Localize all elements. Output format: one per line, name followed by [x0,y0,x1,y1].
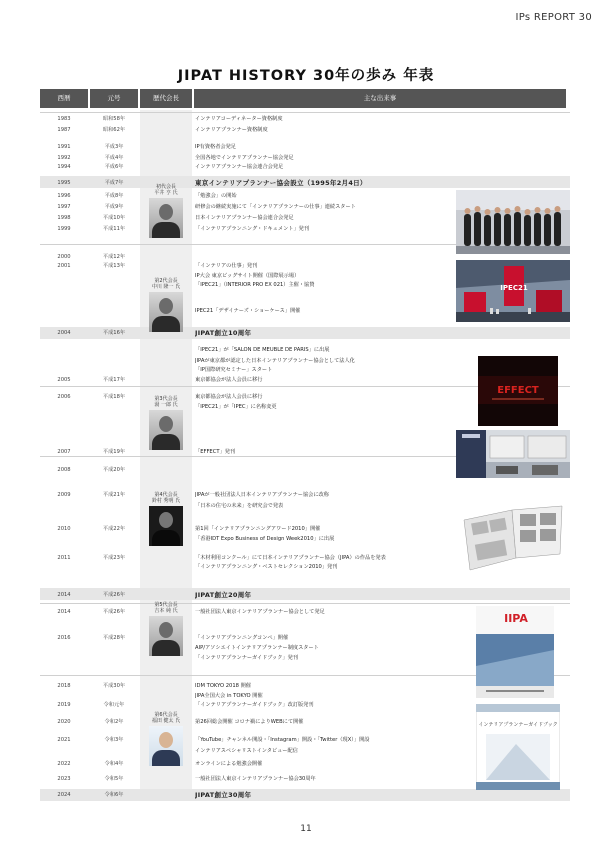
row-era: 平成13年 [102,263,126,269]
row-year: 1983 [57,116,71,122]
president-photo [149,616,183,656]
row-era: 平成26年 [102,592,126,598]
row-event: JIPAが東京都が認定した日本インテリアプランナー協会として法人化 [195,358,355,364]
row-era: 令和6年 [104,792,124,798]
president-title: 第3代会長 [154,396,178,402]
row-era: 平成12年 [102,254,126,260]
row-era: 平成9年 [104,204,124,210]
row-year: 2023 [57,776,71,782]
row-event: 東京都協会が法人会員に移行 [195,377,263,383]
table-row [40,126,570,135]
row-era: 平成4年 [104,155,124,161]
president-photo [149,410,183,450]
effect-book-cover [478,356,558,426]
president-photo [149,726,183,766]
page-number: 11 [300,824,312,834]
row-event: 「IPEC21」が「SALON DE MEUBLE DE PARIS」に出展 [195,347,330,353]
row-event: 「IPEC21」が「IPEC」に名称変更 [195,404,277,410]
table-row [40,346,570,355]
row-event: 東京インテリアプランナー協会設立（1995年2月4日） [195,179,367,187]
effect-title: EFFECT [497,385,539,396]
president-2 [140,278,192,332]
row-event: IP大会 東京ビッグサイト開催（国際展示場） [195,273,300,279]
president-1 [140,184,192,238]
row-year: 1999 [57,226,71,232]
row-year: 2020 [57,719,71,725]
row-era: 令和元年 [103,702,125,708]
ipec-sign: IPEC21 [500,284,528,292]
row-era: 昭和62年 [102,127,126,133]
president-name: 鈴村 秀明 氏 [151,498,181,504]
row-event: 日本インテリアプランナー協会連合会発足 [195,215,294,221]
row-year: 2019 [57,702,71,708]
row-event: 「EFFECT」発刊 [195,449,236,455]
row-year: 2018 [57,683,71,689]
row-event: 「YouTube」チャンネル開設・「Instagram」開設・「Twitter（現X）」開設 [195,737,370,743]
row-event: 「IP国際研究セミナー」スタート [195,367,273,373]
row-year: 2000 [57,254,71,260]
row-era: 平成17年 [102,377,126,383]
row-year: 2011 [57,555,71,561]
table-row [40,491,570,500]
row-event: 「香港IDT Expo Business of Design Week2010」に出展 [195,536,335,542]
president-name: 湯 一郎 氏 [154,402,178,408]
row-event: 「IPEC21」（INTERIOR PRO EX 021）主催・協賛 [195,282,315,288]
divider [40,112,570,113]
row-event: IDM TOKYO 2018 開催 [195,683,251,689]
ipa-poster [476,606,554,698]
row-year: 1997 [57,204,71,210]
row-event: 「木材利用コンクール」にて日本インテリアプランナー協会（JIPA）の作品を発表 [195,555,386,561]
row-event: 研修会の継続実施にて「インテリアプランナーの仕事」連続スタート [195,204,356,210]
table-header [40,89,566,108]
row-era: 平成10年 [102,215,126,221]
table-row [40,143,570,152]
table-row [40,115,570,124]
row-era: 平成20年 [102,467,126,473]
president-title: 第6代会長 [154,712,178,718]
row-year: 2007 [57,449,71,455]
president-title: 第4代会長 [154,492,178,498]
row-year: 1996 [57,193,71,199]
table-row [40,154,570,163]
row-event: 一般社団法人東京インテリアプランナー協会として発足 [195,609,325,615]
row-era: 平成28年 [102,635,126,641]
row-event: JIPAT創立20周年 [195,591,252,599]
row-era: 令和5年 [104,776,124,782]
page-title: JIPAT HISTORY 30年の歩み 年表 [177,68,435,84]
table-row [40,591,570,600]
col-events: 主な出来事 [194,89,566,108]
row-event: JIPA全国大会 in TOKYO 開催 [195,693,263,699]
row-event: JIPAT創立30周年 [195,791,252,799]
row-year: 1994 [57,164,71,170]
col-year: 西暦 [40,89,88,108]
row-era: 平成18年 [102,394,126,400]
row-era: 平成16年 [102,330,126,336]
row-year: 2001 [57,263,71,269]
row-era: 平成19年 [102,449,126,455]
row-era: 平成21年 [102,492,126,498]
row-event: オンラインによる勉強会開催 [195,761,263,767]
row-event: インテリアスペシャリストインタビュー配信 [195,748,298,754]
table-row [40,329,570,338]
row-era: 平成3年 [104,144,124,150]
row-event: インテリアコーディネーター資格制度 [195,116,283,122]
row-year: 2021 [57,737,71,743]
row-era: 平成11年 [102,226,126,232]
table-row [40,179,570,188]
row-era: 平成23年 [102,555,126,561]
row-era: 平成26年 [102,609,126,615]
row-year: 1992 [57,155,71,161]
open-magazine-photo [456,500,570,576]
row-year: 1995 [57,180,71,186]
row-year: 2005 [57,377,71,383]
row-year: 1998 [57,215,71,221]
guidebook-cover [476,704,560,790]
row-event: IP有資格者会発足 [195,144,236,150]
row-year: 2004 [57,330,71,336]
president-title: 第5代会長 [154,602,178,608]
row-year: 2010 [57,526,71,532]
ipec-hall-photo [456,260,570,322]
row-era: 令和2年 [104,719,124,725]
president-photo [149,292,183,332]
row-era: 昭和58年 [102,116,126,122]
president-3 [140,396,192,450]
president-title: 初代会長 [155,184,176,190]
row-event: 「インテリアプランニング・ベストセレクション2010」発刊 [195,564,338,570]
row-year: 2022 [57,761,71,767]
row-year: 2024 [57,792,71,798]
row-year: 2006 [57,394,71,400]
row-year: 2008 [57,467,71,473]
row-event: 「日本の住宅の未来」を研究会で発表 [195,503,284,509]
president-4 [140,492,192,546]
row-year: 2014 [57,609,71,615]
row-era: 令和4年 [104,761,124,767]
row-year: 1991 [57,144,71,150]
col-era: 元号 [90,89,138,108]
guidebook-title: インテリアプランナーガイドブック [478,722,558,728]
row-year: 2014 [57,592,71,598]
row-year: 1987 [57,127,71,133]
row-event: 第26回総会開催 コロナ禍によりWEBにて開催 [195,719,304,725]
divider [40,603,570,604]
president-5 [140,602,192,656]
row-event: 一般社団法人東京インテリアプランナー協会30周年 [195,776,316,782]
row-event: インテリアプランナー協会連合会発足 [195,164,284,170]
row-event: AIP/アソシエイトインテリアプランナー制度スタート [195,645,319,651]
president-title: 第2代会長 [154,278,178,284]
row-year: 2016 [57,635,71,641]
row-event: IPEC21「デザイナーズ・ショーケース」開催 [195,308,301,314]
president-name: 中川 隆一 氏 [151,284,181,290]
row-event: 「インテリアプランニング・ドキュメント」発刊 [195,226,310,232]
president-name: 福田 健太 氏 [151,718,181,724]
row-event: JIPAが一般社団法人日本インテリアプランナー協会に改称 [195,492,329,498]
row-era: 平成30年 [102,683,126,689]
ipa-title: IIPA [504,612,528,625]
row-event: 第1回「インテリアプランニングアワード2010」開催 [195,526,321,532]
row-event: 東京都協会が法人会員に移行 [195,394,263,400]
row-year: 2009 [57,492,71,498]
row-era: 令和3年 [104,737,124,743]
table-row [40,791,570,800]
president-name: 平井 亨 氏 [154,190,178,196]
report-header: IPs REPORT 30 [515,12,592,23]
table-row [40,163,570,172]
row-era: 平成22年 [102,526,126,532]
president-6 [140,712,192,766]
row-event: 「勉強会」の開始 [195,193,237,199]
president-photo [149,506,183,546]
row-event: JIPAT創立10周年 [195,329,252,337]
group-photo [456,190,570,254]
row-event: 全国各地でインテリアプランナー協会発足 [195,155,294,161]
col-president: 歴代会長 [140,89,192,108]
row-event: 「インテリアプランナーガイドブック」発刊 [195,655,298,661]
row-event: 「インテリアプランナーガイドブック」改訂版発刊 [195,702,314,708]
row-era: 平成7年 [104,180,124,186]
row-era: 平成8年 [104,193,124,199]
row-era: 平成6年 [104,164,124,170]
president-photo [149,198,183,238]
exhibition-booth-photo [456,430,570,478]
row-event: 「インテリアプランニングコンペ」開催 [195,635,289,641]
row-event: インテリアプランナー資格制度 [195,127,268,133]
president-name: 吉本 純 氏 [154,608,178,614]
row-event: 「インテリアの仕事」発刊 [195,263,258,269]
